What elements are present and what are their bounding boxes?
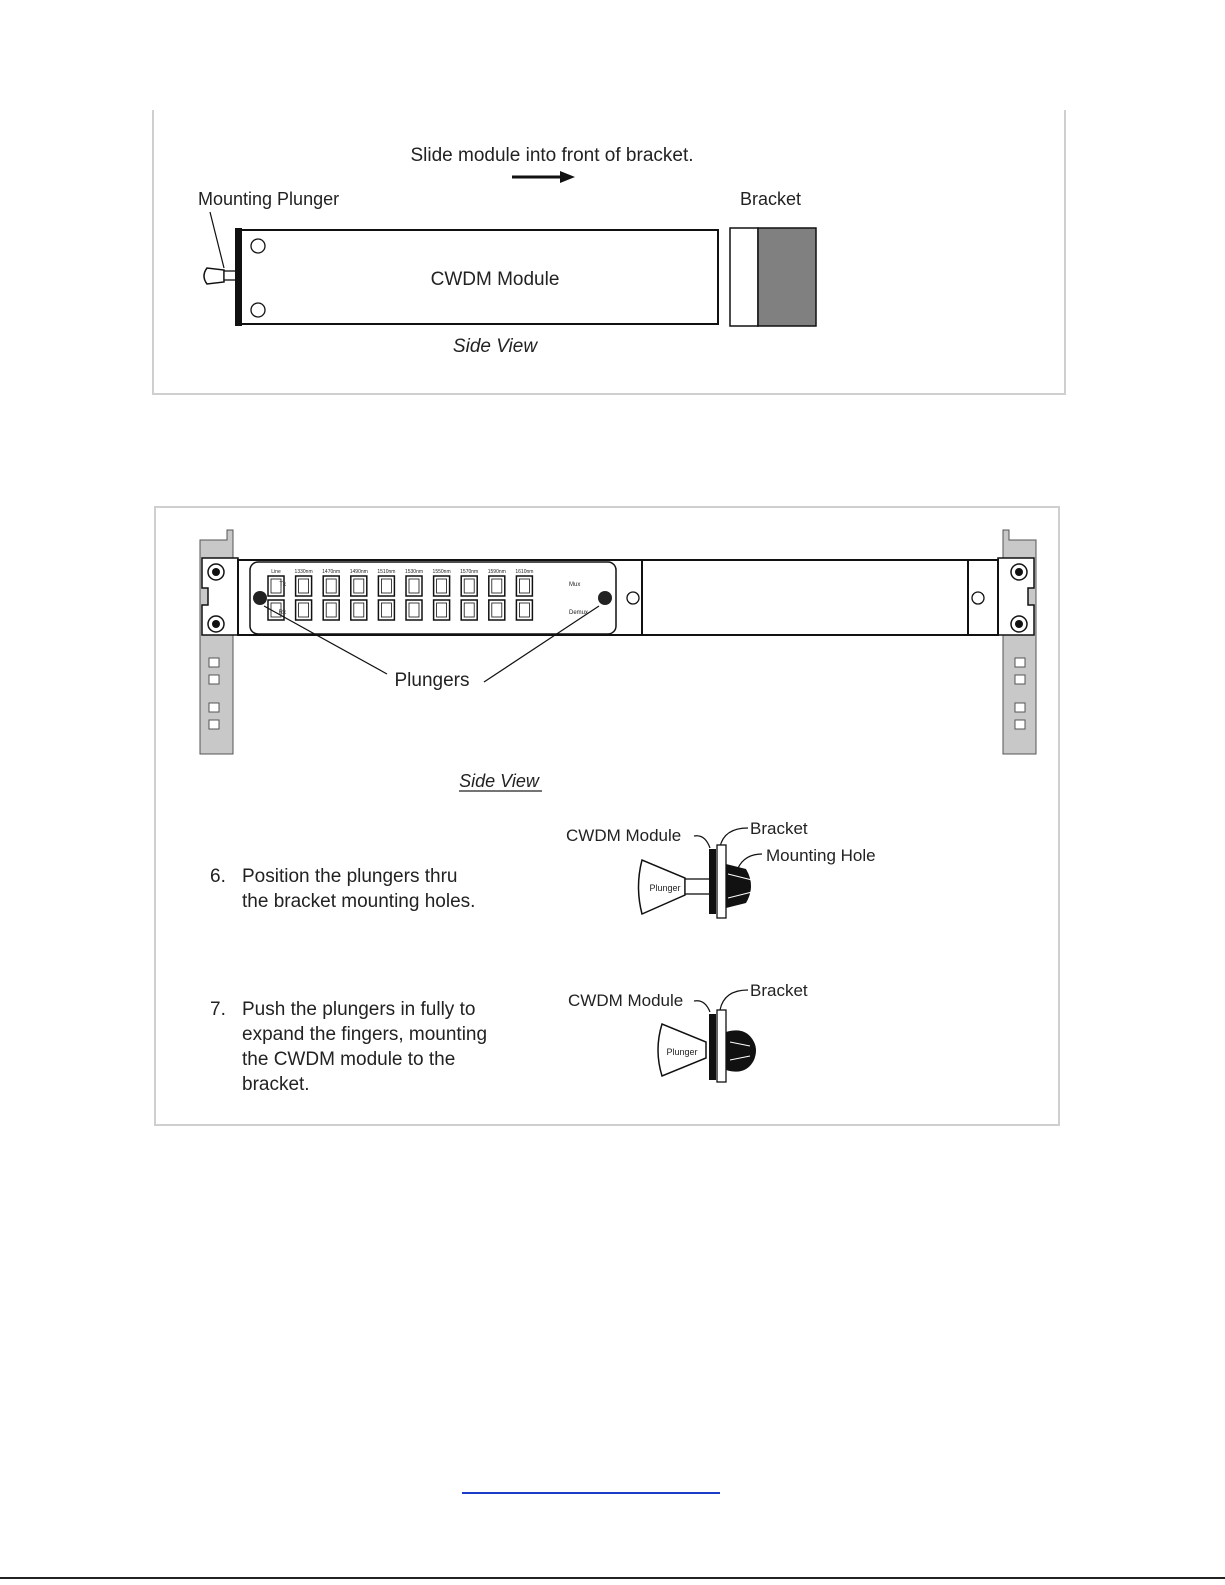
port-label: 1610nm — [515, 569, 534, 575]
mounting-hole-label: Mounting Hole — [766, 846, 876, 865]
bracket-body — [758, 228, 816, 326]
slide-instruction: Slide module into front of bracket. — [410, 145, 694, 166]
bracket-front — [730, 228, 758, 326]
mount-hole-bottom — [251, 303, 265, 317]
plunger-leader-line — [210, 212, 224, 268]
tx-label: Tx — [279, 582, 286, 588]
port-label: 1530nm — [404, 569, 424, 575]
detail-a-bracket-label: Bracket — [750, 819, 808, 838]
figure-side-view-panel — [152, 110, 1066, 395]
side-view-caption-2: Side View — [459, 771, 539, 791]
bracket-label: Bracket — [740, 189, 802, 209]
rx-label: Rx — [278, 610, 286, 616]
arrow-right-icon — [512, 171, 575, 183]
plungers-label: Plungers — [394, 670, 470, 691]
step-7-text: Push the plungers in fully to expand the fingers, mounting the CWDM module to the bracket. — [242, 999, 488, 1095]
detail-b-plunger-label: Plunger — [666, 1047, 698, 1057]
detail-plunger-inserted — [566, 819, 876, 918]
side-view-diagram — [154, 110, 1064, 393]
step-6-text: Position the plungers thru the bracket mounting holes. — [242, 866, 476, 912]
mounting-plunger-label: Mounting Plunger — [198, 189, 340, 209]
port-label: Line — [271, 569, 281, 575]
page-bottom-rule — [0, 1577, 1225, 1579]
port-label: 1570nm — [460, 569, 479, 575]
cwdm-module-label: CWDM Module — [430, 269, 560, 290]
side-view-caption: Side View — [452, 336, 538, 357]
chassis-hole-right — [972, 592, 984, 604]
step-6-number: 6. — [210, 866, 226, 887]
plunger-right — [598, 591, 612, 605]
left-mounting-ear — [202, 558, 238, 635]
detail-b-module-label: CWDM Module — [568, 991, 684, 1010]
detail-plunger-locked — [568, 981, 808, 1082]
right-mounting-ear — [998, 558, 1034, 635]
detail-b-bracket-label: Bracket — [750, 981, 808, 1000]
step-7 — [210, 997, 540, 1102]
demux-label: Demux — [569, 610, 589, 616]
chassis-hole — [627, 592, 639, 604]
footer-link-underline[interactable] — [462, 1492, 720, 1494]
detail-a-module-label: CWDM Module — [566, 826, 682, 845]
port-label: 1550nm — [432, 569, 451, 575]
mux-label: Mux — [569, 582, 581, 588]
detail-a-plunger-label: Plunger — [649, 883, 681, 893]
port-label: 1490nm — [349, 569, 368, 575]
port-label: 1510nm — [377, 569, 396, 575]
port-label: 1330nm — [294, 569, 313, 575]
step-6 — [210, 864, 540, 916]
port-label: 1470nm — [322, 569, 341, 575]
step-7-number: 7. — [210, 999, 226, 1020]
mount-hole-top — [251, 239, 265, 253]
plunger-left — [253, 591, 267, 605]
figure-rack-mount-panel — [154, 506, 1060, 1126]
port-label: 1590nm — [487, 569, 506, 575]
